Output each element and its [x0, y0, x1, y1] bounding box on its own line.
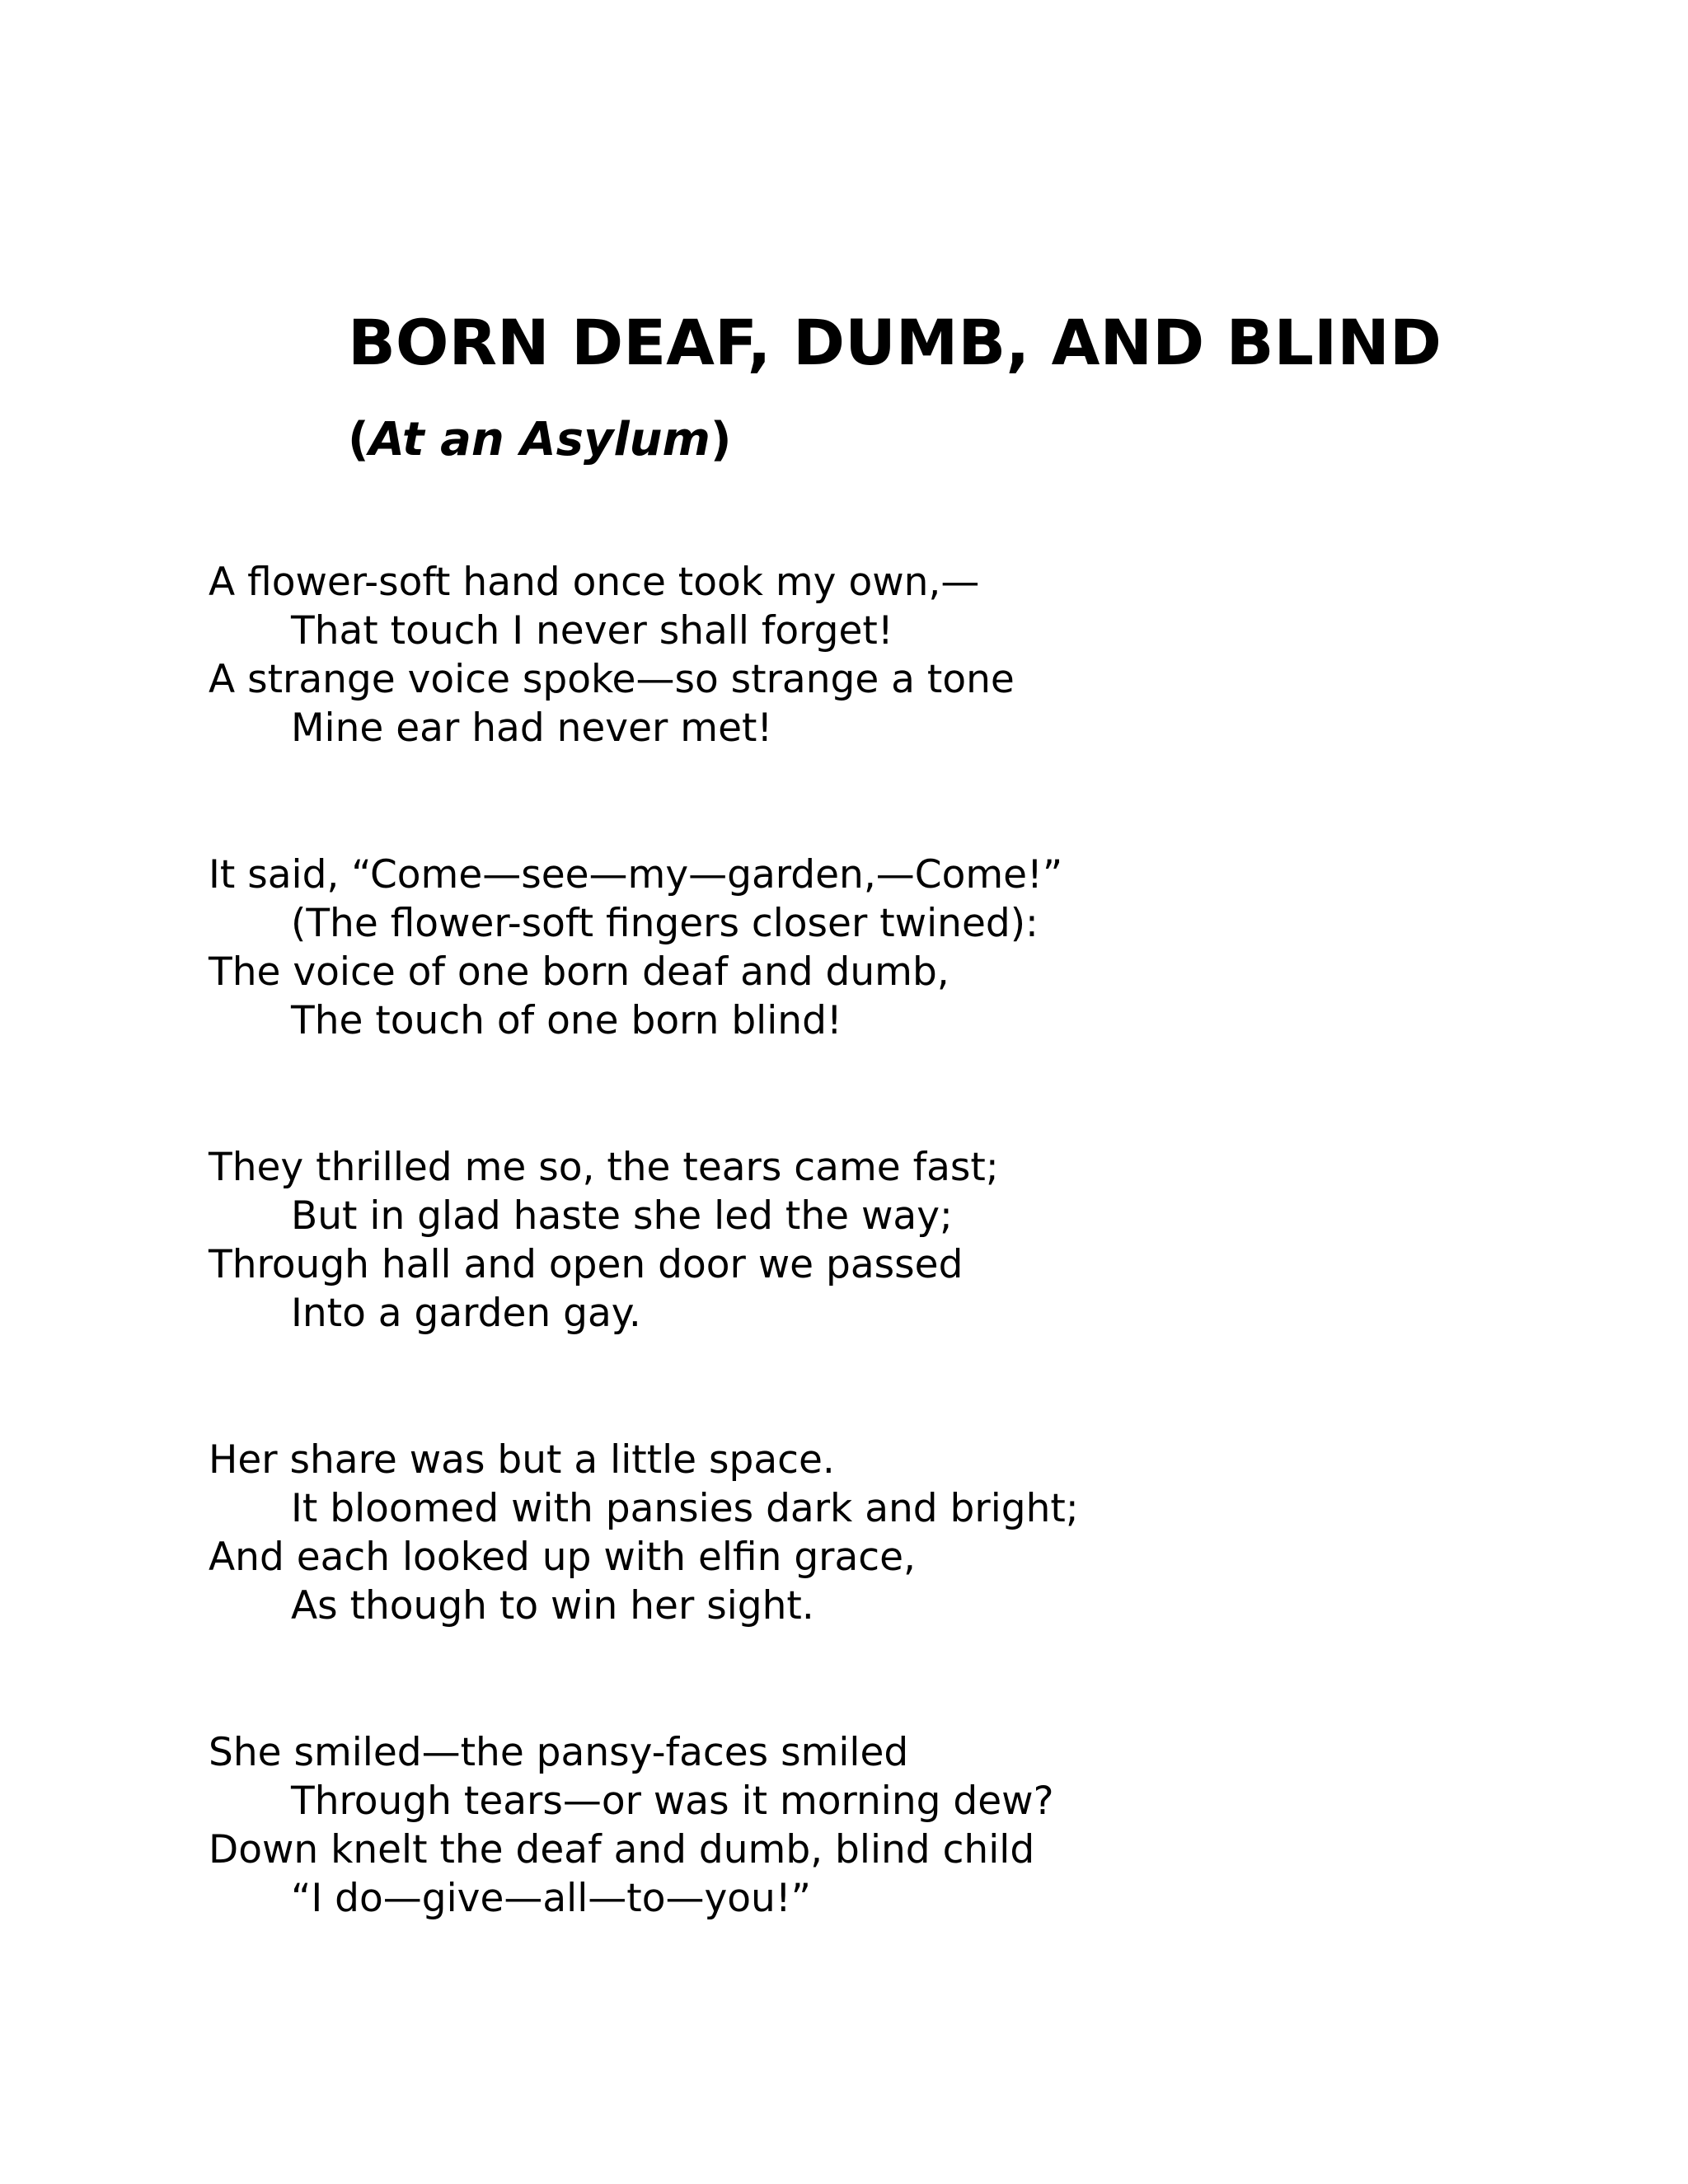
subtitle-close-paren: )	[710, 413, 732, 466]
poem-line: It said, “Come—see—my—garden,—Come!”	[209, 852, 1063, 898]
poem-subtitle	[348, 413, 732, 466]
poem-line: Mine ear had never met!	[291, 705, 773, 751]
poem-title: BORN DEAF, DUMB, AND BLIND	[348, 306, 1442, 379]
subtitle-open-paren: (	[348, 413, 369, 466]
poem-line: Into a garden gay.	[291, 1291, 641, 1336]
poem-line: As though to win her sight.	[291, 1583, 814, 1629]
stanza-1	[209, 558, 1527, 752]
stanza-3	[209, 1143, 1527, 1338]
poem-line: (The flower-soft fingers closer twined):	[291, 901, 1039, 946]
poem-line: A flower-soft hand once took my own,—	[209, 560, 980, 605]
poem-line: They thrilled me so, the tears came fast;	[209, 1145, 999, 1190]
poem-line: A strange voice spoke—so strange a tone	[209, 657, 1015, 702]
poem-line: Her share was but a little space.	[209, 1437, 835, 1483]
poem-body	[209, 558, 1527, 2021]
poem-line: Down knelt the deaf and dumb, blind child	[209, 1827, 1035, 1872]
poem-line: And each looked up with elfin grace,	[209, 1535, 916, 1580]
poem-line: “I do—give—all—to—you!”	[291, 1876, 812, 1921]
subtitle-text: At an Asylum	[368, 413, 710, 466]
poem-line: She smiled—the pansy-faces smiled	[209, 1730, 909, 1775]
poem-line: The touch of one born blind!	[291, 998, 842, 1043]
stanza-4	[209, 1436, 1527, 1630]
poem-line: It bloomed with pansies dark and bright;	[291, 1486, 1079, 1531]
poem-line: Through tears—or was it morning dew?	[291, 1779, 1054, 1824]
stanza-2	[209, 851, 1527, 1045]
poem-line: That touch I never shall forget!	[291, 608, 893, 654]
poem-line: The voice of one born deaf and dumb,	[209, 949, 950, 995]
poem-line: But in glad haste she led the way;	[291, 1193, 953, 1239]
stanza-5	[209, 1728, 1527, 1923]
poem-line: Through hall and open door we passed	[209, 1242, 964, 1287]
